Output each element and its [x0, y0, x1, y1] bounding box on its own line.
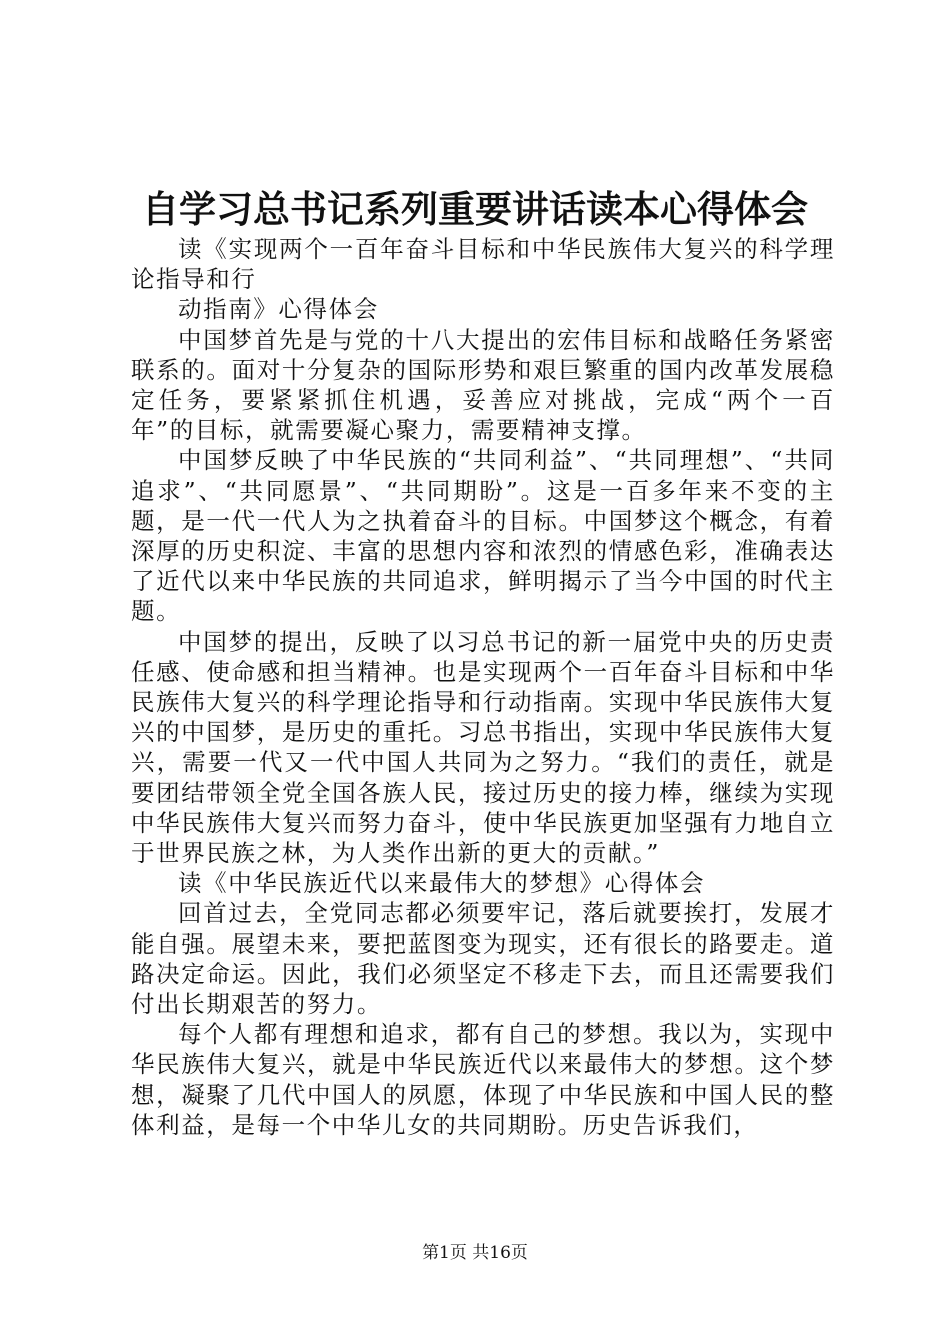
document-title: 自学习总书记系列重要讲话读本心得体会 — [142, 187, 808, 231]
page-footer: 第1页 共16页 — [422, 1243, 528, 1263]
paragraph-7: 回首过去，全党同志都必须要牢记，落后就要挨打，发展才能自强。展望未来，要把蓝图变为现实，还有很长的路要走。道路决定命运。因此，我们必须坚定不移走下去，而且还需要我们付出长期艰苦的努力。 — [131, 899, 835, 1019]
paragraph-8: 每个人都有理想和追求，都有自己的梦想。我以为，实现中华民族伟大复兴，就是中华民族近代以来最伟大的梦想。这个梦想，凝聚了几代中国人的夙愿，体现了中华民族和中国人民的整体利益，是每一个中华儿女的共同期盼。历史告诉我们， — [131, 1020, 835, 1139]
paragraph-4: 中国梦反映了中华民族的“共同利益”、“共同理想”、“共同追求”、“共同愿景”、“共同期盼”。这是一百多年来不变的主题，是一代一代人为之执着奋斗的目标。中国梦这个概念，有着深厚的历史积淀、丰富的思想内容和浓烈的情感色彩，准确表达了近代以来中华民族的共同追求，鲜明揭示了当今中国的时代主题。 — [131, 446, 835, 626]
paragraph-5: 中国梦的提出，反映了以习总书记的新一届党中央的历史责任感、使命感和担当精神。也是实现两个一百年奋斗目标和中华民族伟大复兴的科学理论指导和行动指南。实现中华民族伟大复兴的中国梦，是历史的重托。习总书指出，实现中华民族伟大复兴，需要一代又一代中国人共同为之努力。“我们的责任，就是要团结带领全党全国各族人民，接过历史的接力棒，继续为实现中华民族伟大复兴而努力奋斗，使中华民族更加坚强有力地自立于世界民族之林，为人类作出新的更大的贡献。” — [131, 627, 835, 868]
document-body — [131, 234, 835, 1140]
paragraph-6: 读《中华民族近代以来最伟大的梦想》心得体会 — [178, 869, 706, 898]
paragraph-2: 动指南》心得体会 — [178, 295, 379, 324]
paragraph-3: 中国梦首先是与党的十八大提出的宏伟目标和战略任务紧密联系的。面对十分复杂的国际形势和艰巨繁重的国内改革发展稳定任务，要紧紧抓住机遇，妥善应对挑战，完成“两个一百年”的目标，就需要凝心聚力，需要精神支撑。 — [131, 325, 835, 445]
paragraph-1: 读《实现两个一百年奋斗目标和中华民族伟大复兴的科学理论指导和行 — [131, 235, 835, 294]
